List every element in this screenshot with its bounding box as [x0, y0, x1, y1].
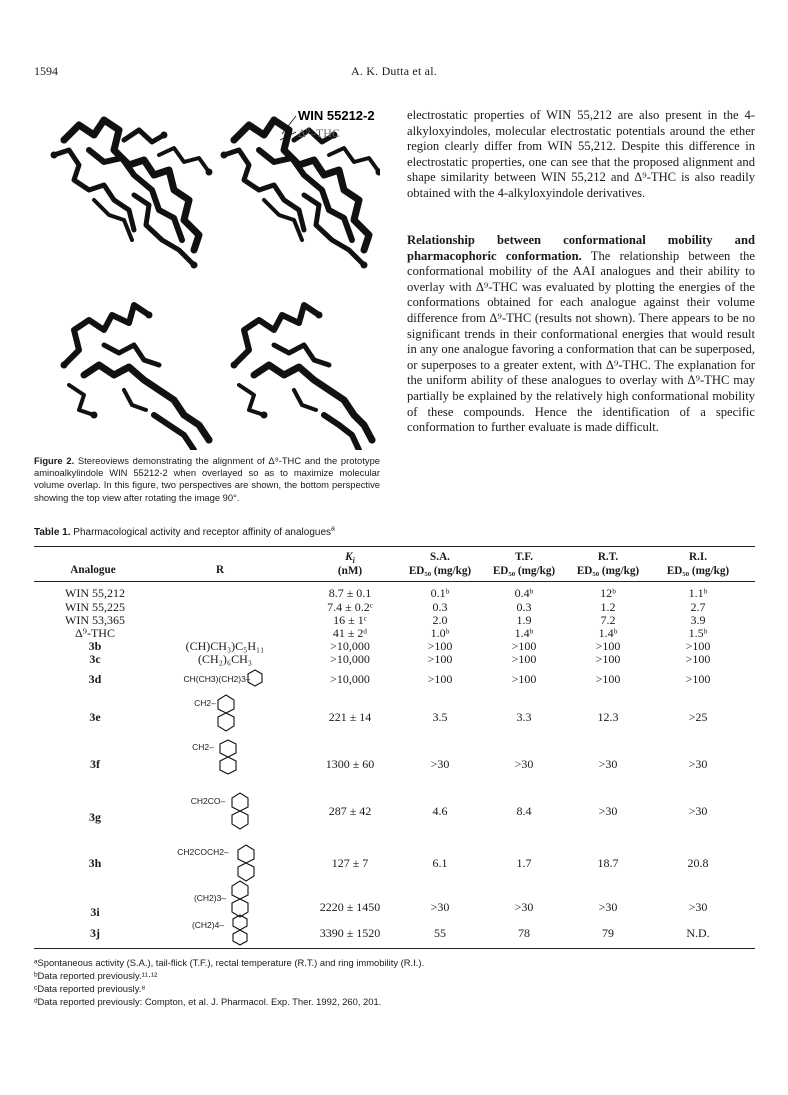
table-cell-tf: >100: [511, 652, 537, 666]
header-sa-top: S.A.: [430, 551, 450, 563]
table-cell-tf: 0.3: [516, 600, 532, 614]
table-cell-ri: >100: [685, 639, 711, 653]
table-cell-ki: 16 ± 1ᶜ: [333, 613, 367, 627]
table-cell-ri: >100: [685, 672, 711, 686]
table-cell-analogue: 3g: [89, 810, 101, 824]
table-cell-ri: 1.5ᵇ: [688, 626, 708, 640]
table-cell-ri: >30: [688, 900, 708, 914]
table-cell-sa: >100: [427, 639, 453, 653]
naphthalene-ring-icon: [232, 793, 248, 829]
naphthalene-ring-icon: [232, 881, 248, 917]
phenyl-ring-icon: [248, 670, 262, 686]
footnote-c: ᶜData reported previously.⁸: [34, 983, 146, 994]
table-cell-analogue: WIN 53,365: [65, 613, 125, 627]
table-cell-sa: >30: [430, 900, 450, 914]
table-cell-sa: >30: [430, 757, 450, 771]
header-analogue: Analogue: [70, 564, 116, 576]
naphthalene-ring-icon: [220, 740, 236, 774]
table-cell-ki: 41 ± 2ᵈ: [332, 626, 368, 640]
table-cell-tf: 3.3: [516, 710, 532, 724]
table-cell-analogue: 3i: [90, 905, 100, 919]
table-cell-tf: 1.4ᵇ: [514, 626, 534, 640]
table-cell-ri: >30: [688, 804, 708, 818]
header-ki-unit: (nM): [337, 565, 363, 577]
table-cell-ki: 8.7 ± 0.1: [328, 586, 372, 600]
table-cell-r: (CH2)3–: [193, 893, 227, 903]
table-cell-ki: 221 ± 14: [328, 710, 372, 724]
figure-caption-text: Stereoviews demonstrating the alignment of Δ⁹-THC and the prototype aminoalkylindole WIN 55212-2 when overlayed so as to maximize molecular volume overlap. In this figure, two perspectives are shown, the bottom perspective showing the top view after rotating the image 90°.: [34, 455, 380, 503]
table-cell-tf: 1.7: [516, 856, 532, 870]
table-cell-sa: 3.5: [432, 710, 448, 724]
table-cell-rt: >100: [595, 639, 621, 653]
table-cell-rt: >30: [598, 900, 618, 914]
table-cell-rt: 7.2: [600, 613, 616, 627]
table-cell-rt: 79: [602, 926, 614, 940]
table-caption-text: Pharmacological activity and receptor affinity of analogues: [73, 527, 332, 538]
table-cell-tf: 1.9: [516, 613, 532, 627]
table-cell-tf: >30: [514, 900, 534, 914]
table-cell-rt: 12.3: [597, 710, 619, 724]
table-cell-ri: 1.1ᵇ: [688, 586, 708, 600]
table-cell-ri: >30: [688, 757, 708, 771]
table-cell-r: CH(CH3)(CH2)3–: [183, 674, 251, 684]
page-number: 1594: [34, 64, 58, 78]
footnote-a: ᵃSpontaneous activity (S.A.), tail-flick (T.F.), rectal temperature (R.T.) and ring immobility (R.I.).: [34, 957, 425, 968]
header-rt-top: R.T.: [597, 551, 619, 563]
table-cell-rt: 12ᵇ: [600, 586, 616, 600]
table-cell-ri: 2.7: [690, 600, 706, 614]
table-cell-rt: 18.7: [597, 856, 619, 870]
header-sa-bottom: ED₅₀ (mg/kg): [408, 565, 472, 577]
header-rt-bottom: ED₅₀ (mg/kg): [576, 565, 640, 577]
table-cell-r: (CH)CH₃)C₅H₁₁: [185, 639, 265, 653]
table-cell-ki: 7.4 ± 0.2ᶜ: [327, 600, 373, 614]
table-cell-sa: >100: [427, 672, 453, 686]
table-cell-analogue: 3e: [89, 710, 101, 724]
table-cell-rt: 1.2: [600, 600, 616, 614]
table-cell-analogue: Δ⁹-THC: [75, 626, 115, 640]
table-cell-analogue: WIN 55,225: [65, 600, 125, 614]
table-cell-sa: 6.1: [432, 856, 448, 870]
table-cell-sa: 1.0ᵇ: [430, 626, 450, 640]
table-cell-rt: >100: [595, 672, 621, 686]
table-cell-r: CH2–: [192, 742, 214, 752]
running-title: A. K. Dutta et al.: [351, 64, 437, 78]
table-cell-ki: 287 ± 42: [328, 804, 372, 818]
table-cell-ki: 3390 ± 1520: [319, 926, 381, 940]
footnote-d: ᵈData reported previously: Compton, et al. J. Pharmacol. Exp. Ther. 1992, 260, 201.: [34, 996, 382, 1007]
table-cell-rt: 1.4ᵇ: [598, 626, 618, 640]
table-cell-ri: N.D.: [686, 926, 710, 940]
table-cell-sa: >100: [427, 652, 453, 666]
table-cell-analogue: 3h: [88, 856, 102, 870]
header-r: R: [215, 564, 225, 576]
table-cell-tf: >30: [514, 757, 534, 771]
table-cell-analogue: 3d: [88, 672, 102, 686]
table-caption-label: Table 1.: [34, 527, 71, 538]
table-cell-tf: 0.4ᵇ: [514, 586, 534, 600]
table-cell-sa: 55: [434, 926, 446, 940]
figure-caption-label: Figure 2.: [34, 455, 75, 466]
section-heading: Relationship between conformational mobility and pharmacophoric conformation.: [407, 233, 755, 263]
table-cell-r: CH2COCH2–: [177, 847, 229, 857]
table-cell-sa: 4.6: [432, 804, 448, 818]
table-cell-sa: 0.3: [432, 600, 448, 614]
table-cell-ri: >25: [688, 710, 708, 724]
table-cell-ki: 1300 ± 60: [325, 757, 375, 771]
header-ri-bottom: ED₅₀ (mg/kg): [666, 565, 730, 577]
table-cell-ki: 127 ± 7: [331, 856, 369, 870]
table-cell-analogue: 3c: [89, 652, 101, 666]
table-cell-tf: >100: [511, 672, 537, 686]
header-ki-sub: i: [352, 556, 355, 566]
table-cell-ki: >10,000: [330, 672, 370, 686]
figure-label-thc: Δ⁹–THC: [298, 126, 340, 140]
table-cell-ri: 3.9: [690, 613, 706, 627]
table-cell-sa: 0.1ᵇ: [430, 586, 450, 600]
table-cell-tf: 78: [518, 926, 530, 940]
body-paragraph-1: electrostatic properties of WIN 55,212 are also present in the 4-alkyloxyindoles, molecular electrostatic potentials around the ether region clearly differ from WIN 55,212. Despite this difference in electrostatic properties, one can see that the proposed alignment and shape similarity between WIN 55,212 and Δ⁹-THC is also readily obtained with the 4-alkyloxyindole derivatives.: [407, 108, 755, 200]
naphthalene-ring-icon: [238, 845, 254, 881]
section-text: The relationship between the conformational mobility of the AAI analogues and their ability to overlay with Δ⁹-THC was evaluated by plotting the energies of the conformations obtained for each analogue against their volume difference from Δ⁹-THC (results not shown). There appears to be no significant trends in their conformational energies that would result in any one analogue favoring a conformation that can be superposed, or superposes to a greater extent, with Δ⁹-THC. The explanation for the uniform ability of these analogues to overlay with Δ⁹-THC may partially be explained by the relatively high conformational mobility of these compounds. Hence the identification of a specific conformation to further evaluate is made difficult.: [407, 248, 756, 435]
table-caption-sup: a: [331, 525, 335, 533]
table-cell-ki: >10,000: [330, 652, 370, 666]
table-cell-ki: >10,000: [330, 639, 370, 653]
table-cell-tf: 8.4: [516, 804, 532, 818]
naphthalene-ring-icon: [218, 695, 234, 731]
footnote-b: ᵇData reported previously.¹¹·¹²: [34, 970, 158, 981]
header-ki-symbol: K: [345, 551, 353, 563]
table-cell-ri: 20.8: [687, 856, 709, 870]
table-cell-analogue: WIN 55,212: [65, 586, 125, 600]
table-cell-r: CH2–: [194, 698, 216, 708]
table-cell-analogue: 3j: [90, 926, 100, 940]
table-cell-ki: 2220 ± 1450: [319, 900, 381, 914]
figure-label-win: WIN 55212-2: [298, 108, 375, 123]
table-cell-r: (CH₂)₆CH₃: [198, 652, 252, 666]
table-cell-r: CH2CO–: [190, 796, 226, 806]
table-cell-ri: >100: [685, 652, 711, 666]
table-cell-analogue: 3f: [90, 757, 100, 771]
naphthalene-ring-icon: [233, 915, 247, 945]
table-cell-rt: >100: [595, 652, 621, 666]
table-cell-tf: >100: [511, 639, 537, 653]
header-ri-top: R.I.: [688, 551, 708, 563]
table-cell-rt: >30: [598, 804, 618, 818]
header-tf-top: T.F.: [514, 551, 534, 563]
table-cell-sa: 2.0: [432, 613, 448, 627]
table-cell-r: (CH2)4–: [191, 920, 225, 930]
table-cell-rt: >30: [598, 757, 618, 771]
table-cell-analogue: 3b: [88, 639, 102, 653]
header-tf-bottom: ED₅₀ (mg/kg): [492, 565, 556, 577]
